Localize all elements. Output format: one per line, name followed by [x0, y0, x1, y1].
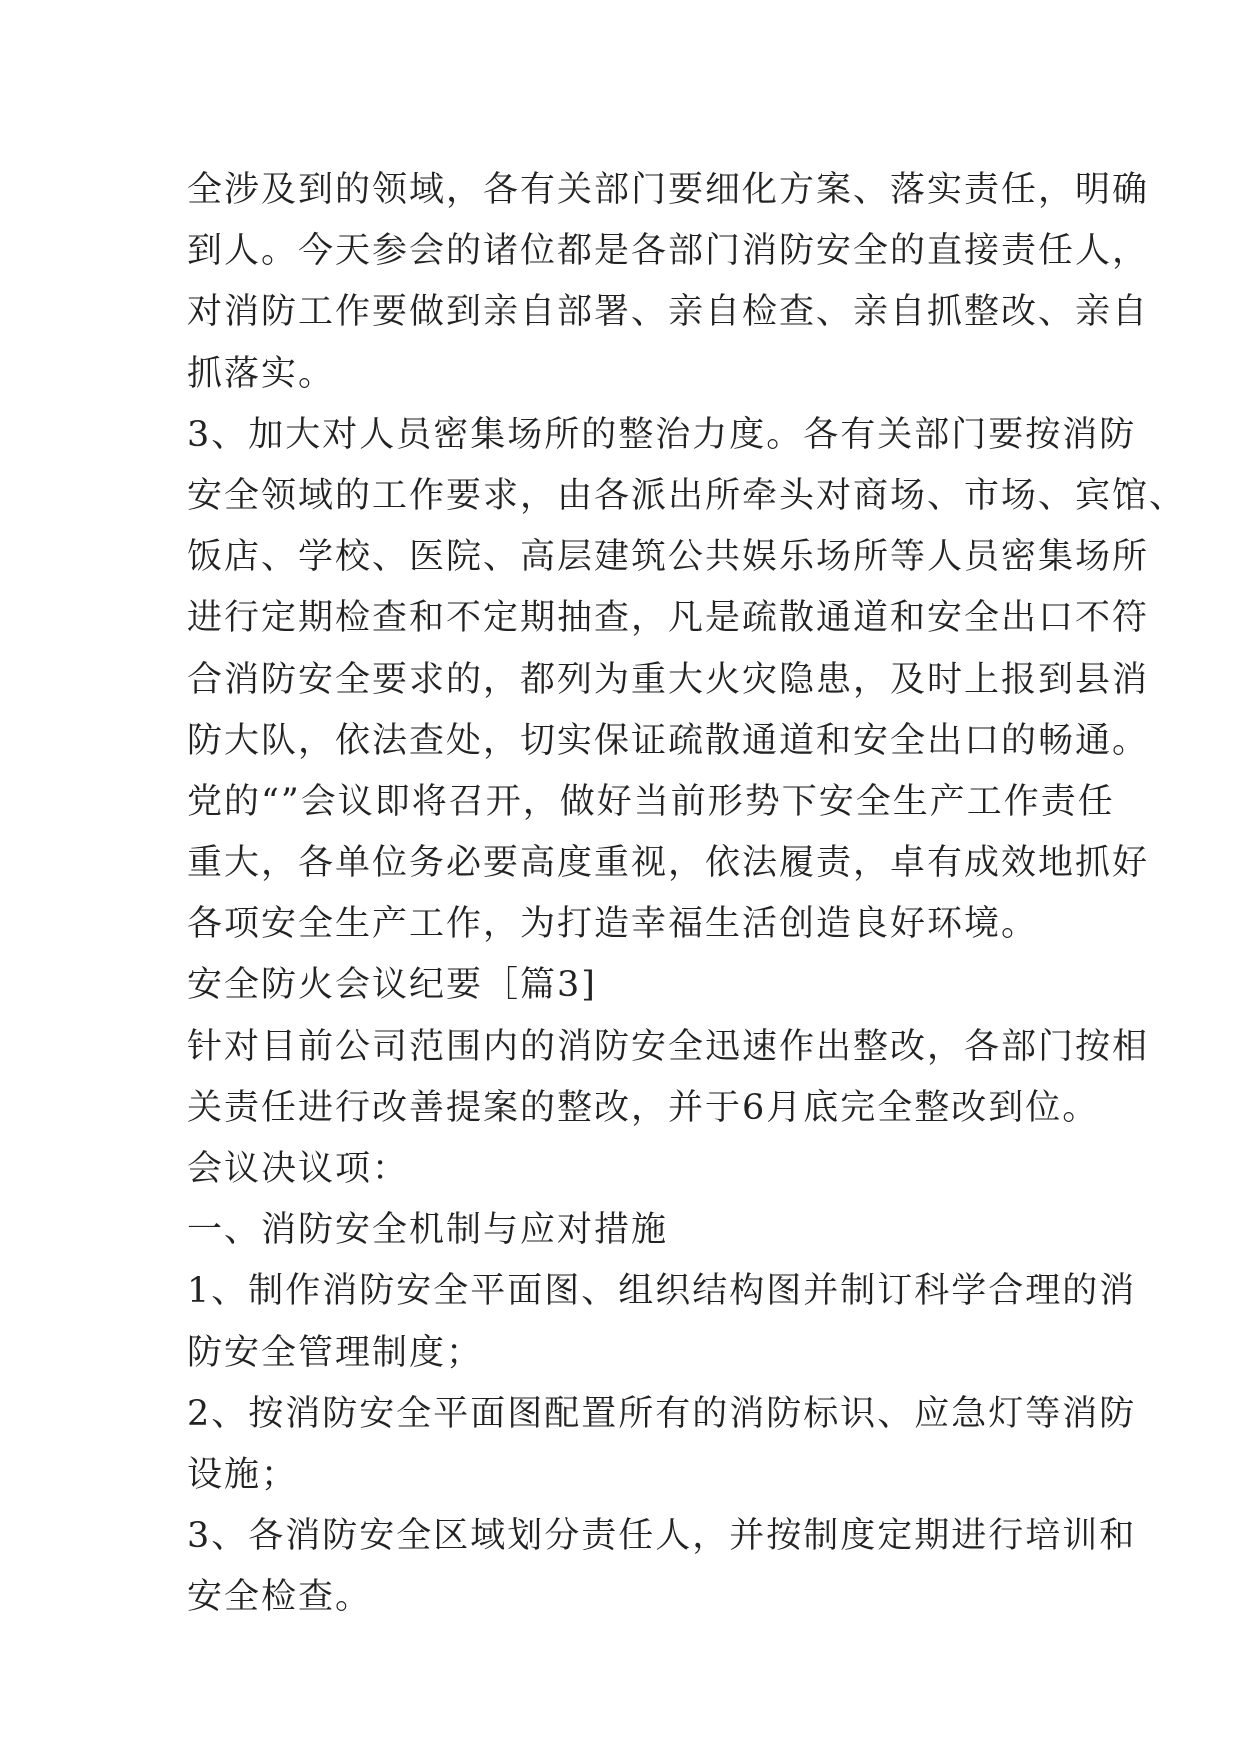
text-line: 各项安全生产工作，为打造幸福生活创造良好环境。: [187, 904, 1039, 945]
text-line: 安全领域的工作要求，由各派出所牵头对商场、市场、宾馆、: [187, 475, 1187, 516]
text-line: 一、消防安全机制与应对措施: [187, 1210, 669, 1251]
text-line: 1、制作消防安全平面图、组织结构图并制订科学合理的消: [187, 1271, 1137, 1312]
text-line: 进行定期检查和不定期抽查，凡是疏散通道和安全出口不符: [187, 598, 1150, 639]
text-line: 党的“”会议即将召开，做好当前形势下安全生产工作责任: [187, 781, 1115, 822]
text-line: 防安全管理制度；: [187, 1332, 484, 1373]
text-line: 饭店、学校、医院、高层建筑公共娱乐场所等人员密集场所: [187, 537, 1150, 578]
text-line: 合消防安全要求的，都列为重大火灾隐患，及时上报到县消: [187, 659, 1150, 700]
section-heading: 安全防火会议纪要［篇3]: [187, 965, 597, 1006]
text-line: 3、各消防安全区域划分责任人，并按制度定期进行培训和: [187, 1516, 1137, 1557]
text-line: 关责任进行改善提案的整改，并于6月底完全整改到位。: [187, 1087, 1100, 1128]
document-body: [187, 160, 1187, 1629]
text-line: 针对目前公司范围内的消防安全迅速作出整改，各部门按相: [187, 1026, 1150, 1067]
text-line: 到人。今天参会的诸位都是各部门消防安全的直接责任人，: [187, 231, 1150, 272]
text-line: 防大队，依法查处，切实保证疏散通道和安全出口的畅通。: [187, 720, 1150, 761]
text-line: 全涉及到的领域，各有关部门要细化方案、落实责任，明确: [187, 170, 1150, 210]
text-line: 安全检查。: [187, 1577, 373, 1618]
text-line: 会议决议项：: [187, 1149, 410, 1189]
text-line: 2、按消防安全平面图配置所有的消防标识、应急灯等消防: [187, 1393, 1137, 1434]
text-line: 抓落实。: [187, 353, 336, 394]
text-line: 重大，各单位务必要高度重视，依法履责，卓有成效地抓好: [187, 843, 1150, 884]
text-line: 3、加大对人员密集场所的整治力度。各有关部门要按消防: [187, 414, 1137, 455]
text-line: 设施；: [187, 1454, 299, 1495]
text-line: 对消防工作要做到亲自部署、亲自检查、亲自抓整改、亲自: [187, 292, 1150, 333]
